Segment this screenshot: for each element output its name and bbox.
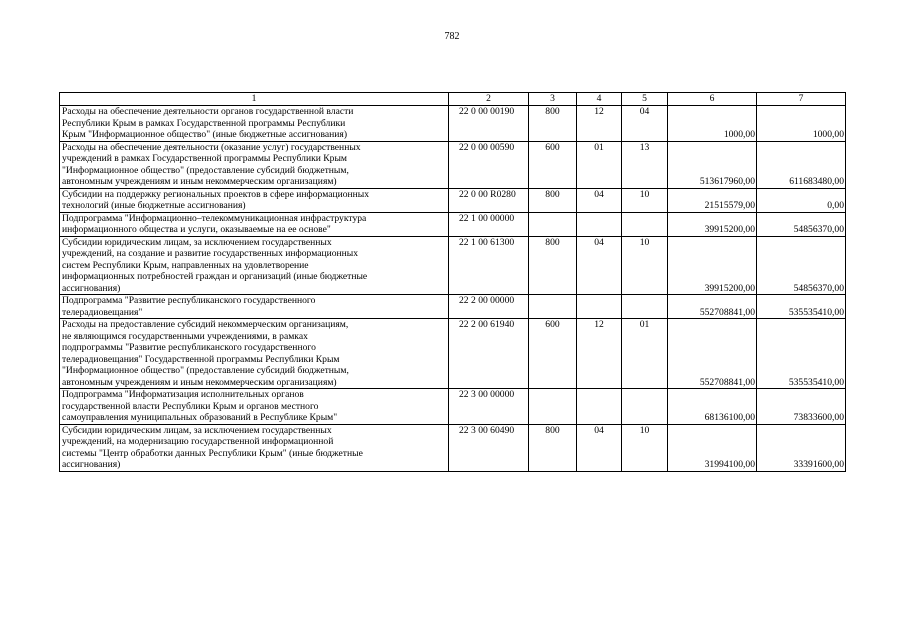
header-col-7: 7 [757,93,846,106]
amount-year2-cell: 611683480,00 [757,141,846,188]
amount-year1-cell: 31994100,00 [668,424,757,471]
expense-name-cell: Подпрограмма "Развитие республиканского государственного телерадиовещания" [60,295,449,319]
section-cell: 04 [577,236,622,295]
target-code-cell: 22 0 00 R0280 [449,188,529,212]
amount-year2-cell: 54856370,00 [757,236,846,295]
expense-type-cell: 800 [529,424,577,471]
expense-name-cell: Расходы на обеспечение деятельности органов государственной власти Республики Крым в рамках Государственной программы Республики Крым "Информационное общество" (иные бюджетные ассигнования) [60,106,449,142]
amount-year1-cell: 21515579,00 [668,188,757,212]
subsection-cell: 01 [622,319,668,389]
table-row [60,295,846,319]
table-row [60,141,846,188]
section-cell: 04 [577,424,622,471]
table-row [60,424,846,471]
header-col-6: 6 [668,93,757,106]
amount-year2-cell: 73833600,00 [757,389,846,425]
expense-name-cell: Расходы на обеспечение деятельности (оказание услуг) государственных учреждений в рамках Государственной программы Республики Крым "Информационное общество" (предоставление субсидий бюджетным, автономным учреждениям и иным некоммерческим организациям) [60,141,449,188]
table-row [60,106,846,142]
subsection-cell: 10 [622,424,668,471]
target-code-cell: 22 2 00 61940 [449,319,529,389]
amount-year2-cell: 33391600,00 [757,424,846,471]
expense-type-cell: 800 [529,188,577,212]
section-cell: 04 [577,188,622,212]
expense-name-cell: Подпрограмма "Информационно–телекоммуникационная инфраструктура информационного общества и услуги, оказываемые на ее основе" [60,212,449,236]
subsection-cell: 04 [622,106,668,142]
target-code-cell: 22 1 00 00000 [449,212,529,236]
amount-year1-cell: 39915200,00 [668,236,757,295]
expense-type-cell: 600 [529,319,577,389]
target-code-cell: 22 0 00 00590 [449,141,529,188]
expense-type-cell: 600 [529,141,577,188]
expense-name-cell: Субсидии юридическим лицам, за исключением государственных учреждений, на модернизацию государственной информационной системы "Центр обработки данных Республики Крым" (иные бюджетные ассигнования) [60,424,449,471]
section-cell: 12 [577,319,622,389]
amount-year1-cell: 552708841,00 [668,295,757,319]
budget-table [59,92,846,472]
subsection-cell: 13 [622,141,668,188]
expense-type-cell: 800 [529,106,577,142]
subsection-cell: 10 [622,236,668,295]
amount-year1-cell: 552708841,00 [668,319,757,389]
expense-type-cell [529,212,577,236]
amount-year2-cell: 54856370,00 [757,212,846,236]
amount-year2-cell: 535535410,00 [757,319,846,389]
expense-name-cell: Субсидии юридическим лицам, за исключением государственных учреждений, на создание и развитие государственных информационных систем Республики Крым, направленных на удовлетворение информационных потребностей граждан и организаций (иные бюджетные ассигнования) [60,236,449,295]
section-cell [577,389,622,425]
amount-year2-cell: 0,00 [757,188,846,212]
target-code-cell: 22 2 00 00000 [449,295,529,319]
subsection-cell [622,212,668,236]
section-cell: 12 [577,106,622,142]
subsection-cell [622,389,668,425]
header-col-5: 5 [622,93,668,106]
expense-type-cell: 800 [529,236,577,295]
header-col-2: 2 [449,93,529,106]
expense-type-cell [529,389,577,425]
expense-name-cell: Субсидии на поддержку региональных проектов в сфере информационных технологий (иные бюджетные ассигнования) [60,188,449,212]
expense-type-cell [529,295,577,319]
expense-name-cell: Подпрограмма "Информатизация исполнительных органов государственной власти Республики Крым и органов местного самоуправления муниципальных образований в Республике Крым" [60,389,449,425]
amount-year2-cell: 1000,00 [757,106,846,142]
table-row [60,188,846,212]
amount-year1-cell: 513617960,00 [668,141,757,188]
page-number: 782 [444,31,460,42]
subsection-cell [622,295,668,319]
header-col-4: 4 [577,93,622,106]
target-code-cell: 22 0 00 00190 [449,106,529,142]
target-code-cell: 22 1 00 61300 [449,236,529,295]
amount-year1-cell: 68136100,00 [668,389,757,425]
subsection-cell: 10 [622,188,668,212]
section-cell: 01 [577,141,622,188]
header-col-3: 3 [529,93,577,106]
amount-year1-cell: 39915200,00 [668,212,757,236]
table-row [60,319,846,389]
amount-year1-cell: 1000,00 [668,106,757,142]
target-code-cell: 22 3 00 00000 [449,389,529,425]
table-row [60,212,846,236]
table-row [60,389,846,425]
target-code-cell: 22 3 00 60490 [449,424,529,471]
table-header-row [60,93,846,106]
amount-year2-cell: 535535410,00 [757,295,846,319]
expense-name-cell: Расходы на предоставление субсидий некоммерческим организациям, не являющимся государственными учреждениями, в рамках подпрограммы "Развитие республиканского государственного телерадиовещания" Государственной программы Республики Крым "Информационное общество" (предоставление субсидий бюджетным, автономным учреждениям и иным некоммерческим организациям) [60,319,449,389]
header-col-1: 1 [60,93,449,106]
table-row [60,236,846,295]
section-cell [577,212,622,236]
section-cell [577,295,622,319]
